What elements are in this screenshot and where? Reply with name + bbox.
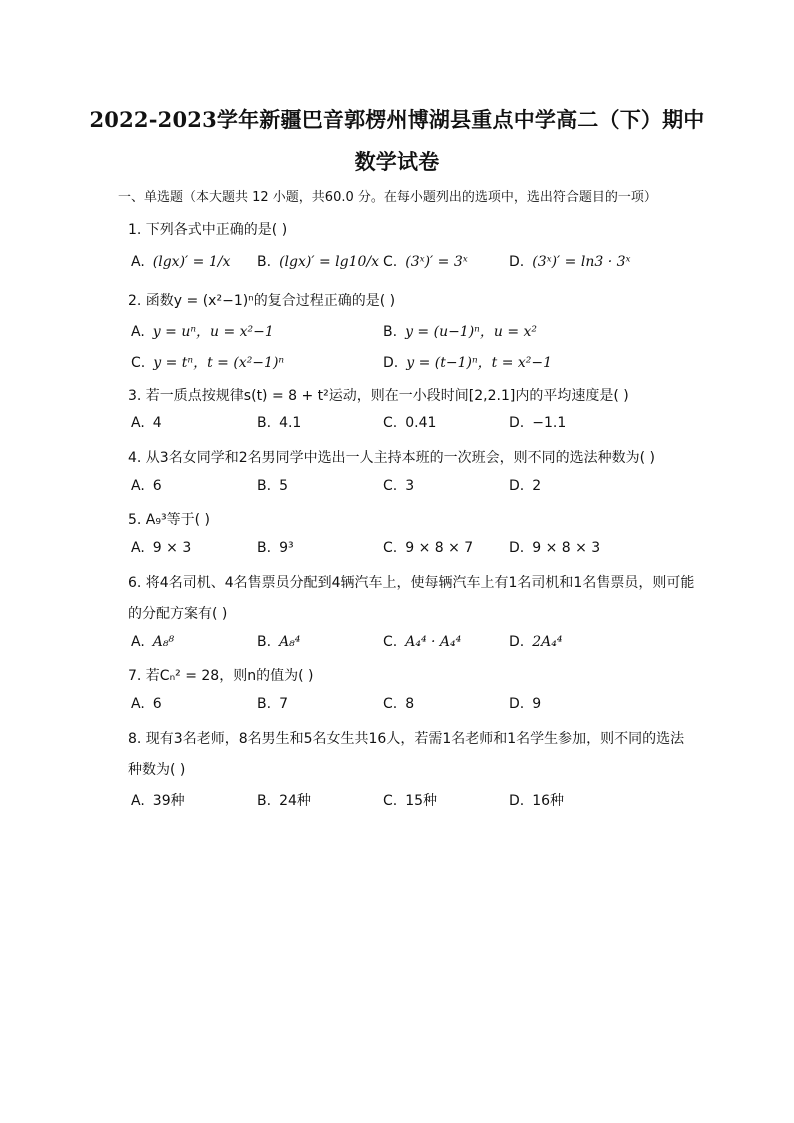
question-3-option-b [257,415,301,431]
question-4-option-d [509,478,541,494]
question-4-option-c [383,478,414,494]
option-text: 8 [405,696,415,712]
option-label: D. [509,540,525,556]
option-text: y = tⁿ，t = (x²−1)ⁿ [153,355,285,371]
option-text: 2 [532,478,542,494]
question-7-stem: 7. 若Cₙ² = 28，则n的值为( ) [128,668,314,684]
exam-title-line1: 2022-2023学年新疆巴音郭楞州博湖县重点中学高二（下）期中 [89,107,705,132]
question-1-option-d [509,254,630,270]
option-text: 24种 [279,793,311,809]
question-1-option-c [383,254,468,270]
option-text: 6 [152,478,162,494]
question-6-stem: 6. 将4名司机、4名售票员分配到4辆汽车上，使每辆汽车上有1名司机和1名售票员，则可能 [128,575,695,591]
question-8-stem: 8. 现有3名老师，8名男生和5名女生共16人，若需1名老师和1名学生参加，则不同的选法 [128,731,685,747]
option-text: (3ˣ)′ = ln3 · 3ˣ [532,254,631,270]
option-label: A. [131,254,145,270]
option-text: (lgx)′ = lg10/x [279,254,379,270]
option-label: C. [383,793,398,809]
option-label: D. [509,793,525,809]
question-2-option-c [131,352,284,372]
option-text: y = (u−1)ⁿ，u = x² [405,324,538,340]
question-1-option-a [131,254,230,270]
question-5-stem: 5. A₉³等于( ) [128,512,210,528]
question-3-option-a [131,415,162,431]
question-3-option-c [383,415,436,431]
option-label: D. [509,415,525,431]
option-text: 9 × 8 × 3 [532,540,601,556]
option-text: (3ˣ)′ = 3ˣ [405,254,468,270]
option-label: D. [509,696,525,712]
question-4-stem: 4. 从3名女同学和2名男同学中选出一人主持本班的一次班会，则不同的选法种数为( ) [128,450,655,466]
question-2-option-d [383,352,552,372]
question-6-option-b [257,634,300,650]
option-text: y = uⁿ，u = x²−1 [152,324,274,340]
option-label: C. [383,415,398,431]
option-text: 3 [405,478,415,494]
option-label: B. [257,478,272,494]
question-8-option-a [131,790,185,810]
option-label: C. [383,540,398,556]
question-8-option-d [509,790,564,810]
question-3-stem: 3. 若一质点按规律s(t) = 8 + t²运动，则在一小段时间[2,2.1]内的平均速度是( ) [128,388,629,404]
option-label: C. [383,634,398,650]
question-5-option-b [257,540,294,556]
question-6-option-a [131,634,174,650]
option-label: A. [131,324,145,340]
question-8-option-c [383,790,437,810]
question-5-option-c [383,540,473,556]
option-text: A₄⁴ · A₄⁴ [405,634,462,650]
option-label: A. [131,696,145,712]
option-label: B. [257,254,272,270]
option-text: 39种 [152,793,185,809]
option-text: (lgx)′ = 1/x [152,254,231,270]
option-text: 2A₄⁴ [532,634,563,650]
option-text: 5 [279,478,288,494]
question-7-option-d [509,696,541,712]
option-label: B. [257,793,272,809]
option-label: B. [257,634,272,650]
question-4-option-a [131,478,162,494]
question-7-option-a [131,696,162,712]
option-label: C. [383,478,398,494]
question-8-stem-continued: 种数为( ) [128,762,186,778]
option-text: −1.1 [532,415,567,431]
option-label: C. [383,696,398,712]
question-4-option-b [257,478,288,494]
question-1-stem: 1. 下列各式中正确的是( ) [128,222,288,238]
section-heading: 一、单选题（本大题共 12 小题，共60.0 分。在每小题列出的选项中，选出符合题目的一项） [118,190,657,205]
question-6-stem-continued: 的分配方案有( ) [128,606,228,622]
exam-title-line2: 数学试卷 [354,149,440,174]
option-label: B. [383,324,398,340]
option-text: 7 [279,696,288,712]
question-7-option-b [257,696,288,712]
option-text: 4.1 [279,415,302,431]
question-2-option-b [383,321,537,341]
option-label: A. [131,478,145,494]
question-6-option-d [509,634,562,650]
option-label: A. [131,415,145,431]
option-text: A₈⁸ [152,634,175,650]
option-label: A. [131,540,145,556]
question-5-option-d [509,540,600,556]
option-text: 9 [532,696,542,712]
option-text: 9 × 8 × 7 [405,540,474,556]
option-text: 6 [152,696,162,712]
question-5-option-a [131,540,191,556]
option-label: B. [257,540,272,556]
option-text: 0.41 [405,415,437,431]
option-label: D. [383,355,399,371]
question-8-option-b [257,790,311,810]
option-label: C. [383,254,398,270]
option-label: D. [509,634,525,650]
option-text: 16种 [532,793,565,809]
option-text: 4 [152,415,162,431]
option-label: A. [131,793,145,809]
question-3-option-d [509,415,566,431]
option-text: 9 × 3 [152,540,192,556]
option-label: A. [131,634,145,650]
option-label: D. [509,478,525,494]
option-text: A₈⁴ [279,634,301,650]
option-text: 9³ [279,540,294,556]
option-label: C. [131,355,146,371]
option-text: 15种 [405,793,438,809]
option-label: B. [257,696,272,712]
question-1-option-b [257,254,379,270]
option-label: D. [509,254,525,270]
question-7-option-c [383,696,414,712]
question-2-stem: 2. 函数y = (x²−1)ⁿ的复合过程正确的是( ) [128,293,396,309]
option-label: B. [257,415,272,431]
question-2-option-a [131,321,274,341]
question-6-option-c [383,634,461,650]
option-text: y = (t−1)ⁿ，t = x²−1 [406,355,553,371]
